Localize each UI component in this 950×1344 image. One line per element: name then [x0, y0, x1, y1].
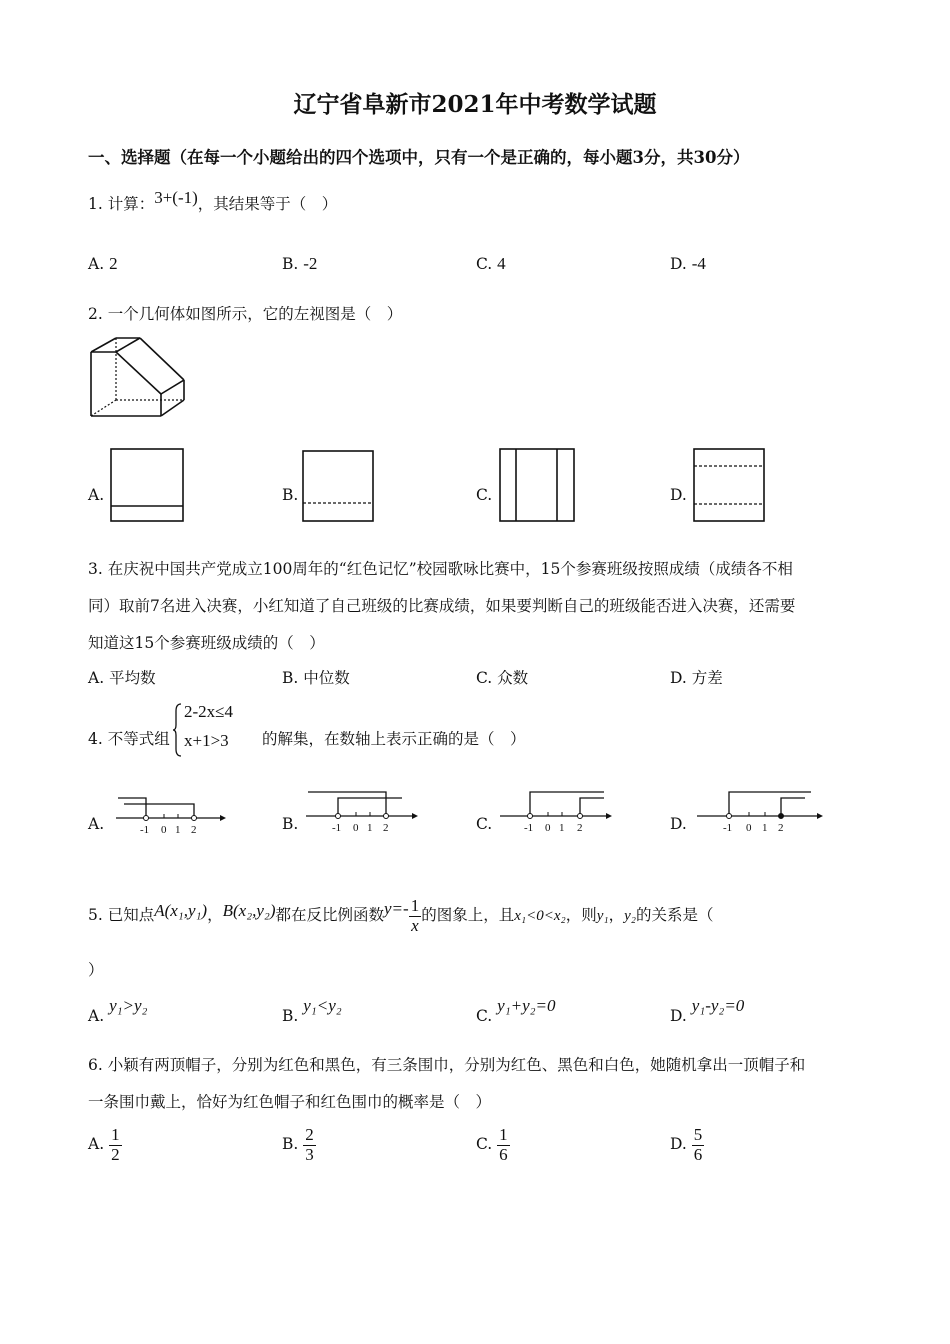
q2-option-b-figure [302, 450, 374, 522]
tick-label: 0 [545, 822, 551, 834]
tick-label: 1 [175, 824, 181, 836]
option-text: 中位数 [303, 669, 350, 687]
option-letter: C. [476, 1135, 493, 1154]
q5-point-b: B(x₂,y₂) [222, 901, 276, 921]
option-fraction [303, 1126, 316, 1164]
tick-label: 1 [762, 822, 768, 834]
tick-label: -1 [723, 822, 733, 834]
q1-option-c[interactable] [476, 254, 506, 274]
option-expression: y₁<y₂ [303, 996, 342, 1015]
q4-option-a[interactable]: A. [88, 815, 105, 833]
q5-mid2: 的图象上，且 [421, 906, 515, 925]
option-letter: A. [88, 1135, 105, 1154]
q2-option-b[interactable]: B. [282, 486, 299, 504]
option-letter: D. [670, 669, 687, 687]
q4-option-b[interactable]: B. [282, 815, 299, 833]
question-6-line-2: 一条围巾戴上，恰好为红色帽子和红色围巾的概率是（ ） [88, 1093, 492, 1111]
page-title: 辽宁省阜新市2021年中考数学试题 [293, 91, 657, 118]
q4-option-c-number-line [500, 788, 612, 836]
fraction-numerator: 5 [693, 1125, 703, 1144]
q5-end: 的关系是（ [635, 906, 714, 925]
q5-prefix: 5. 已知点 [88, 906, 155, 925]
option-expression: y₁+y₂=0 [497, 996, 556, 1015]
q6-option-a[interactable] [88, 1126, 122, 1164]
option-letter: B. [282, 255, 299, 273]
q4-option-c[interactable]: C. [476, 815, 493, 833]
q4-suffix: 的解集，在数轴上表示正确的是（ ） [262, 730, 526, 748]
option-letter: C. [476, 1007, 493, 1025]
option-text: 方差 [691, 669, 723, 687]
question-2: 2. 一个几何体如图所示，它的左视图是（ ） [88, 305, 403, 323]
question-5-line-2: ） [88, 961, 104, 979]
q2-option-c[interactable]: C. [476, 486, 493, 504]
question-6-line-1: 6. 小颖有两顶帽子，分别为红色和黑色，有三条围巾，分别为红色、黑色和白色，她随机拿出一顶帽子和 [88, 1056, 806, 1074]
q4-option-a-number-line [116, 790, 226, 838]
question-5: 5. 已知点A(x₁,y₁)，B(x₂,y₂)都在反比例函数y=- $\frac{1}{x}$ 的图象上，且x₁<0<x₂，则y₁，y₂的关系是（ [88, 896, 714, 935]
q3-option-d[interactable] [670, 666, 723, 688]
q1-prefix: 1. 计算： [88, 195, 155, 213]
tick-label: 1 [367, 822, 373, 834]
option-letter: D. [670, 1135, 687, 1154]
option-letter: C. [476, 669, 493, 687]
question-3-line-1: 3. 在庆祝中国共产党成立100周年的“红色记忆”校园歌咏比赛中，15个参赛班级按照成绩（成绩各不相 [88, 560, 793, 578]
question-1 [88, 188, 338, 214]
q3-option-b[interactable] [282, 666, 350, 688]
q5-option-d[interactable] [670, 996, 745, 1025]
tick-label: -1 [140, 824, 150, 836]
tick-label: 2 [191, 824, 197, 836]
question-3-line-2: 同）取前7名进入决赛，小红知道了自己班级的比赛成绩，如果要判断自己的班级能否进入决赛，还需要 [88, 597, 796, 615]
option-letter: A. [88, 669, 105, 687]
fraction-denominator: x [409, 916, 422, 936]
q5-option-b[interactable] [282, 996, 342, 1025]
q4-brace [172, 703, 182, 757]
fraction-denominator: 6 [499, 1144, 508, 1164]
q5-option-c[interactable] [476, 996, 556, 1025]
fraction-denominator: 2 [111, 1144, 120, 1164]
option-letter: A. [88, 1007, 105, 1025]
q3-option-c[interactable] [476, 666, 528, 688]
q5-y2: y₂ [624, 908, 636, 925]
option-letter: B. [282, 1007, 299, 1025]
fraction-numerator: 1 [499, 1125, 508, 1144]
q5-option-a[interactable] [88, 996, 148, 1025]
tick-label: 1 [559, 822, 565, 834]
option-value: -4 [691, 254, 706, 273]
q6-option-b[interactable] [282, 1126, 316, 1164]
q5-point-a: A(x₁,y₁) [154, 901, 208, 921]
q4-prefix: 4. 不等式组 [88, 730, 170, 748]
fraction-denominator: 3 [305, 1144, 314, 1164]
option-letter: C. [476, 255, 493, 273]
option-fraction [692, 1126, 705, 1164]
option-value: 2 [109, 254, 118, 273]
option-expression: y₁-y₂=0 [691, 996, 745, 1015]
q5-mid3: ，则 [565, 906, 597, 925]
tick-label: 0 [746, 822, 752, 834]
tick-label: 2 [577, 822, 583, 834]
q1-suffix: ，其结果等于（ ） [197, 195, 338, 213]
q6-option-d[interactable] [670, 1126, 704, 1164]
option-letter: B. [282, 1135, 299, 1154]
q5-function-fraction [409, 897, 422, 935]
q5-mid: 都在反比例函数 [275, 906, 384, 925]
q4-option-d[interactable]: D. [670, 815, 687, 833]
option-expression: y₁>y₂ [109, 996, 148, 1015]
option-value: -2 [303, 254, 318, 273]
option-value: 4 [497, 254, 506, 273]
q5-condition: x₁<0<x₂ [514, 908, 566, 925]
option-fraction [109, 1126, 122, 1164]
q1-option-a[interactable] [88, 254, 118, 274]
q5-y1: y₁ [596, 908, 609, 925]
tick-label: 0 [353, 822, 359, 834]
fraction-numerator: 1 [410, 896, 420, 915]
option-text: 众数 [497, 669, 529, 687]
option-letter: D. [670, 255, 687, 273]
q2-option-d[interactable]: D. [670, 486, 687, 504]
tick-label: -1 [332, 822, 342, 834]
tick-label: -1 [524, 822, 534, 834]
q3-option-a[interactable] [88, 666, 156, 688]
q1-option-d[interactable] [670, 254, 706, 274]
q4-inequality-1: 2-2x≤4 [184, 702, 233, 721]
q2-option-a[interactable]: A. [88, 486, 105, 504]
option-letter: A. [88, 255, 105, 273]
option-letter: D. [670, 1007, 687, 1025]
q1-option-b[interactable] [282, 254, 317, 274]
tick-label: 0 [161, 824, 167, 836]
q4-option-d-number-line [697, 788, 823, 836]
section-heading: 一、选择题（在每一个小题给出的四个选项中，只有一个是正确的，每小题3分，共30分） [88, 148, 750, 167]
q1-expression: 3+(-1) [154, 188, 198, 207]
tick-label: 2 [778, 822, 784, 834]
fraction-numerator: 1 [111, 1125, 120, 1144]
q4-inequality-2: x+1>3 [184, 731, 229, 750]
option-fraction [497, 1126, 510, 1164]
question-3-line-3: 知道这15个参赛班级成绩的（ ） [88, 634, 325, 652]
q2-option-c-figure [499, 448, 575, 522]
q2-option-a-figure [110, 448, 184, 522]
tick-label: 2 [383, 822, 389, 834]
q2-option-d-figure [693, 448, 765, 522]
q6-option-c[interactable] [476, 1126, 510, 1164]
fraction-numerator: 2 [305, 1125, 314, 1144]
q2-solid-figure [88, 336, 188, 420]
q5-function-lhs: y=- [384, 899, 409, 919]
option-text: 平均数 [109, 669, 156, 687]
option-letter: B. [282, 669, 299, 687]
fraction-denominator: 6 [693, 1144, 703, 1164]
q4-option-b-number-line [306, 788, 418, 836]
